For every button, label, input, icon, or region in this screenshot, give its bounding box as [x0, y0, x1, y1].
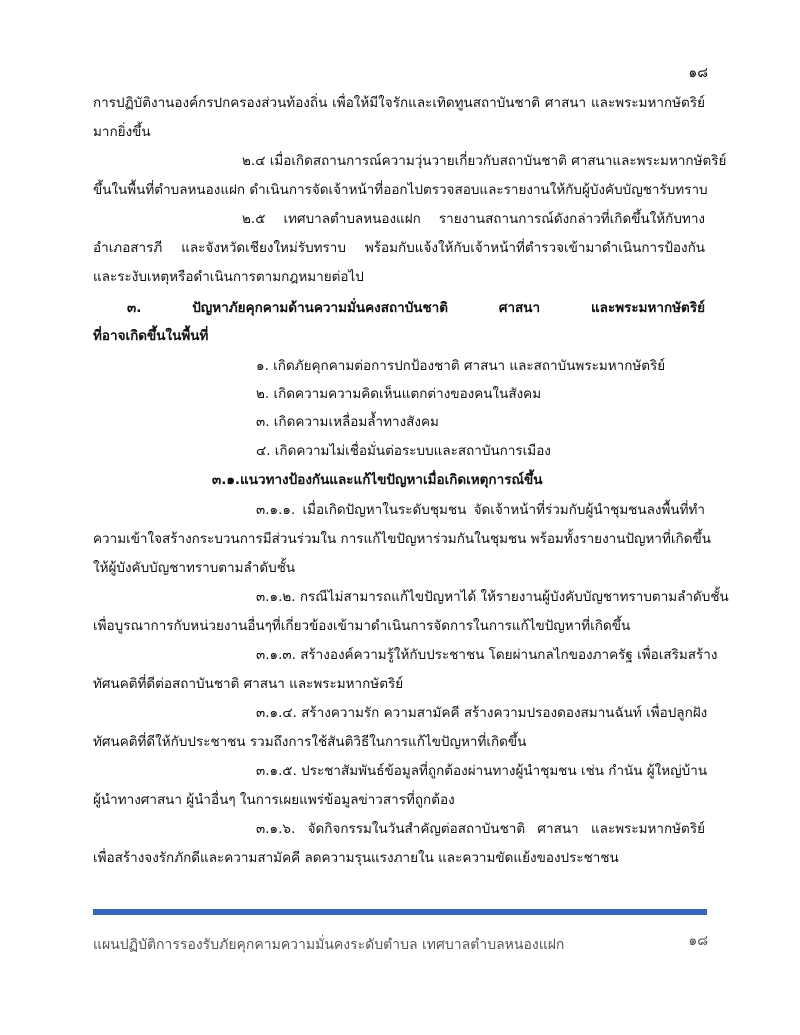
footer-title: แผนปฏิบัติการรองรับภัยคุกคามความมั่นคงระดับตำบล เทศบาลตำบลหนองแฝก: [93, 937, 565, 953]
footer-rule: [93, 909, 707, 915]
paragraph-line: ๓.๑.๓. สร้างองค์ความรู้ให้กับประชาชน โดยผ่านกลไกของภาครัฐ เพื่อเสริมสร้าง: [256, 647, 718, 663]
paragraph-line: และระงับเหตุหรือดำเนินการตามกฎหมายต่อไป: [93, 269, 364, 285]
paragraph-line: ความเข้าใจสร้างกระบวนการมีส่วนร่วมใน การแก้ไขปัญหาร่วมกันในชุมชน พร้อมทั้งรายงานปัญหาที่เกิดขึ้น: [93, 531, 711, 547]
list-item: ๑. เกิดภัยคุกคามต่อการปกป้องชาติ ศาสนา และสถาบันพระมหากษัตริย์: [256, 358, 666, 374]
section-heading: ๓. ปัญหาภัยคุกคามด้านความมั่นคงสถาบันชาติ ศาสนา และพระมหากษัตริย์: [127, 300, 705, 316]
list-item: ๒. เกิดความความคิดเห็นแตกต่างของคนในสังคม: [256, 386, 542, 402]
paragraph-line: ให้ผู้บังคับบัญชาทราบตามลำดับชั้น: [93, 560, 296, 576]
paragraph-line: เพื่อสร้างจงรักภักดีและความสามัคคี ลดความรุนแรงภายใน และความขัดแย้งของประชาชน: [93, 850, 619, 866]
list-item: ๓. เกิดความเหลื่อมล้ำทางสังคม: [256, 414, 439, 430]
paragraph-line: ๓.๑.๕. ประชาสัมพันธ์ข้อมูลที่ถูกต้องผ่านทางผู้นำชุมชน เช่น กำนัน ผู้ใหญ่บ้าน: [256, 763, 708, 779]
paragraph-line: ขึ้นในพื้นที่ตำบลหนองแฝก ดำเนินการจัดเจ้าหน้าที่ออกไปตรวจสอบและรายงานให้กับผู้บังคับบัญชารับทราบ: [93, 182, 708, 198]
paragraph-line: ผู้นำทางศาสนา ผู้นำอื่นๆ ในการเผยแพร่ข้อมูลข่าวสารที่ถูกต้อง: [93, 792, 455, 808]
paragraph-line: ๒.๕ เทศบาลตำบลหนองแฝก รายงานสถานการณ์ดังกล่าวที่เกิดขึ้นให้กับทาง: [242, 211, 705, 227]
paragraph-line: ๓.๑.๑. เมื่อเกิดปัญหาในระดับชุมชน จัดเจ้าหน้าที่ร่วมกับผู้นำชุมชนลงพื้นที่ทำ: [256, 502, 705, 518]
paragraph-line: ๓.๑.๔. สร้างความรัก ความสามัคคี สร้างความปรองดองสมานฉันท์ เพื่อปลูกฝัง: [256, 705, 708, 721]
paragraph-line: ๓.๑.๖. จัดกิจกรรมในวันสำคัญต่อสถาบันชาติ ศาสนา และพระมหากษัตริย์: [256, 821, 705, 837]
paragraph-line: ทัศนคติที่ดีต่อสถาบันชาติ ศาสนา และพระมหากษัตริย์: [93, 676, 404, 692]
paragraph-line: การปฏิบัติงานองค์กรปกครองส่วนท้องถิ่น เพื่อให้มีใจรักและเทิดทูนสถาบันชาติ ศาสนา และพระมหากษัตริย์: [93, 95, 705, 111]
paragraph-line: มากยิ่งขึ้น: [93, 124, 151, 140]
list-item: ๔. เกิดความไม่เชื่อมั่นต่อระบบและสถาบันการเมือง: [256, 443, 551, 459]
section-heading: ที่อาจเกิดขึ้นในพื้นที่: [93, 328, 209, 344]
footer-page-number: ๑๘: [688, 933, 708, 949]
paragraph-line: อำเภอสารภี และจังหวัดเชียงใหม่รับทราบ พร้อมกับแจ้งให้กับเจ้าหน้าที่ตำรวจเข้ามาดำเนินการป้องกัน: [93, 240, 705, 256]
paragraph-line: ๓.๑.๒. กรณีไม่สามารถแก้ไขปัญหาได้ ให้รายงานผู้บังคับบัญชาทราบตามลำดับชั้น: [256, 589, 729, 605]
paragraph-line: ทัศนคติที่ดีให้กับประชาชน รวมถึงการใช้สันติวิธีในการแก้ไขปัญหาที่เกิดขึ้น: [93, 734, 527, 750]
page-number-top: ๑๘: [688, 65, 708, 81]
paragraph-line: ๒.๔ เมื่อเกิดสถานการณ์ความวุ่นวายเกี่ยวกับสถาบันชาติ ศาสนาและพระมหากษัตริย์: [242, 153, 727, 169]
paragraph-line: เพื่อบูรณาการกับหน่วยงานอื่นๆที่เกี่ยวข้องเข้ามาดำเนินการจัดการในการแก้ไขปัญหาที่เกิดขึ้น: [93, 618, 631, 634]
subsection-heading: ๓.๑.แนวทางป้องกันและแก้ไขปัญหาเมื่อเกิดเหตุการณ์ขึ้น: [212, 472, 543, 488]
